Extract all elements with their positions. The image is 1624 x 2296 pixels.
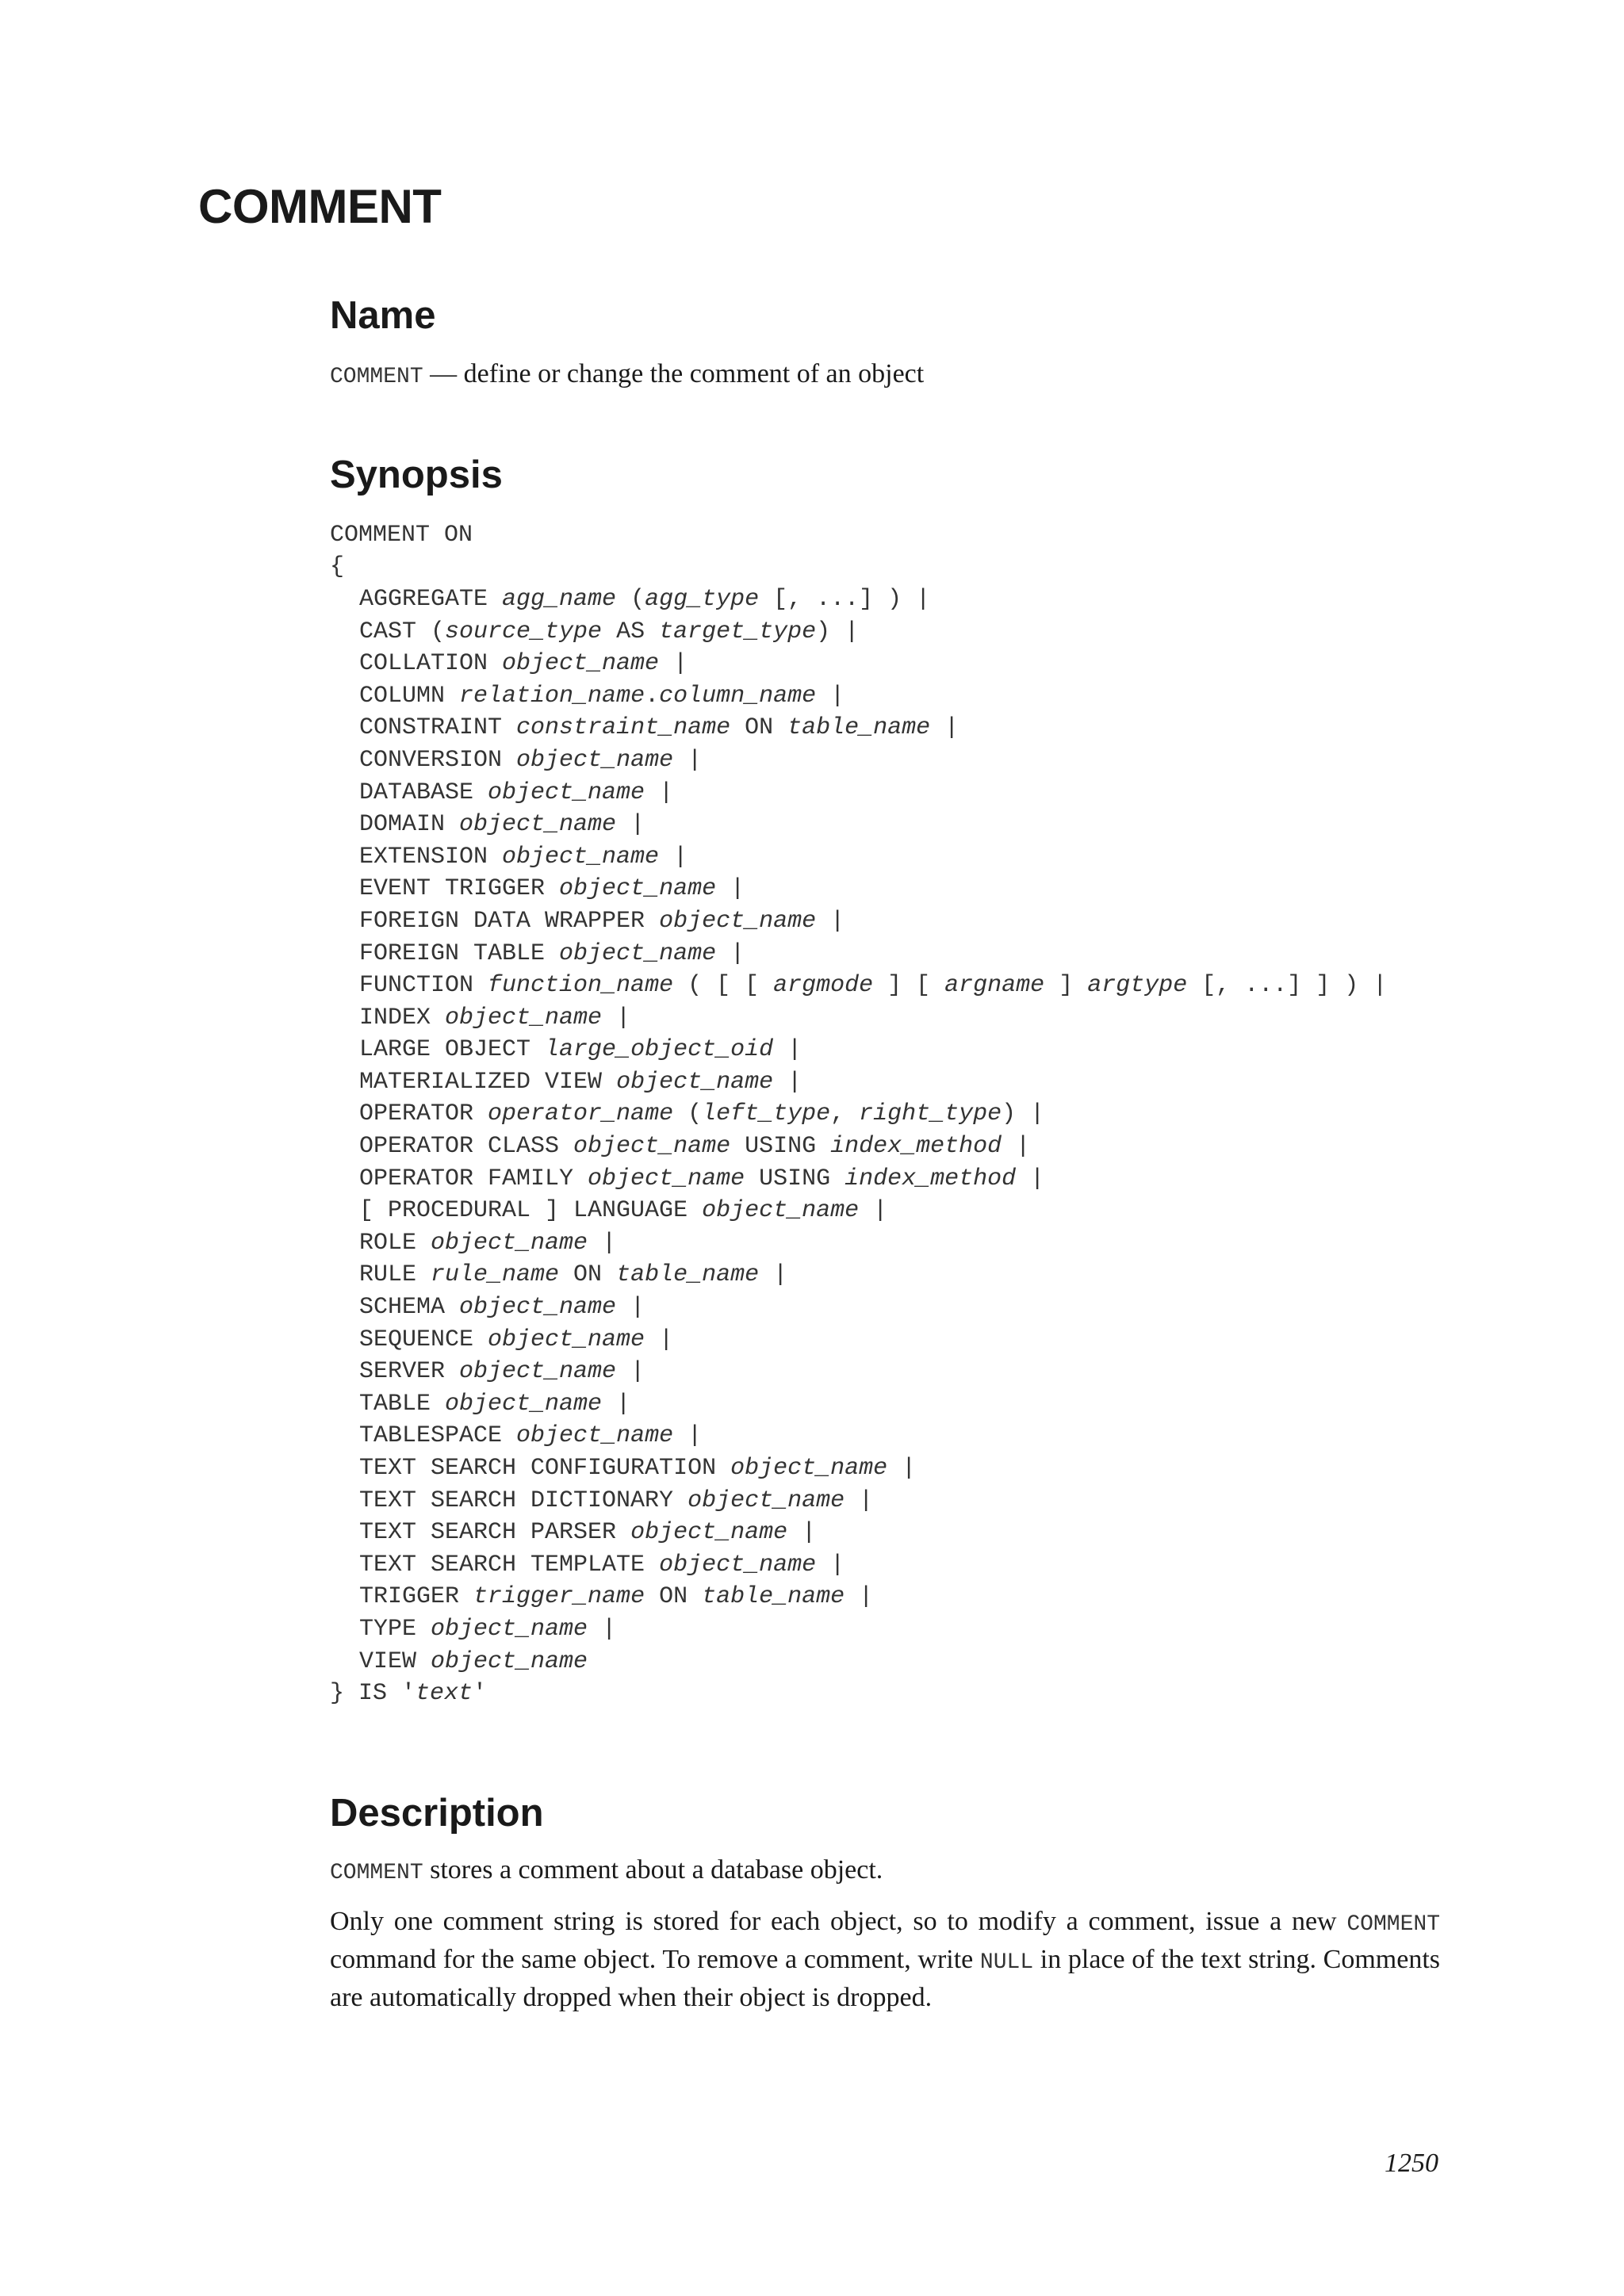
- synopsis-placeholder: table_name: [702, 1583, 845, 1611]
- synopsis-keyword: |: [816, 682, 845, 710]
- synopsis-placeholder: object_name: [702, 1197, 860, 1225]
- page-title: COMMENT: [198, 180, 442, 233]
- synopsis-keyword: |: [887, 1455, 917, 1482]
- synopsis-keyword: SERVER: [359, 1358, 460, 1386]
- synopsis-section-heading: Synopsis: [330, 453, 503, 496]
- synopsis-placeholder: object_name: [630, 1519, 788, 1547]
- synopsis-line: [330, 744, 1440, 777]
- synopsis-keyword: |: [759, 1261, 788, 1289]
- synopsis-line: [330, 648, 1440, 680]
- synopsis-line: [330, 1452, 1440, 1485]
- synopsis-keyword: MATERIALIZED VIEW: [359, 1068, 617, 1096]
- synopsis-keyword: |: [602, 1004, 631, 1031]
- synopsis-keyword: |: [716, 875, 745, 903]
- synopsis-placeholder: column_name: [659, 682, 817, 710]
- synopsis-keyword: COLLATION: [359, 650, 503, 678]
- synopsis-placeholder: object_name: [488, 779, 645, 806]
- synopsis-line: [330, 970, 1440, 1002]
- synopsis-placeholder: index_method: [845, 1165, 1017, 1192]
- synopsis-line: [330, 1388, 1440, 1421]
- synopsis-line: [330, 1066, 1440, 1099]
- synopsis-keyword: TRIGGER: [359, 1583, 474, 1611]
- synopsis-line: [330, 680, 1440, 713]
- synopsis-code-block: [330, 519, 1440, 1710]
- synopsis-placeholder: relation_name: [459, 682, 645, 710]
- synopsis-placeholder: object_name: [488, 1326, 645, 1353]
- synopsis-keyword: {: [330, 553, 345, 581]
- synopsis-line: [330, 584, 1440, 616]
- synopsis-keyword: (: [673, 1100, 703, 1128]
- synopsis-keyword: EVENT TRIGGER: [359, 875, 560, 903]
- synopsis-line: [330, 1227, 1440, 1260]
- synopsis-keyword: |: [773, 1036, 802, 1064]
- synopsis-keyword: |: [659, 843, 688, 871]
- synopsis-keyword: ) |: [1002, 1100, 1045, 1128]
- synopsis-keyword: |: [588, 1229, 617, 1257]
- synopsis-keyword: CONVERSION: [359, 746, 517, 774]
- synopsis-keyword: (: [616, 585, 645, 613]
- synopsis-placeholder: object_name: [559, 939, 717, 967]
- synopsis-keyword: |: [659, 650, 688, 678]
- synopsis-line: [330, 938, 1440, 970]
- description-section-heading: Description: [330, 1791, 544, 1835]
- synopsis-keyword: ) |: [816, 618, 860, 645]
- synopsis-line: [330, 1098, 1440, 1131]
- synopsis-placeholder: object_name: [616, 1068, 774, 1096]
- synopsis-keyword: ]: [1044, 972, 1088, 1000]
- synopsis-keyword: COMMENT ON: [330, 521, 473, 549]
- synopsis-placeholder: agg_name: [502, 585, 617, 613]
- synopsis-placeholder: right_type: [859, 1100, 1002, 1128]
- synopsis-keyword: LARGE OBJECT: [359, 1036, 546, 1064]
- synopsis-keyword: SCHEMA: [359, 1294, 460, 1322]
- synopsis-keyword: |: [816, 907, 845, 935]
- synopsis-keyword: |: [845, 1487, 874, 1514]
- synopsis-line: [330, 1131, 1440, 1163]
- synopsis-line: [330, 873, 1440, 905]
- synopsis-keyword: |: [645, 1326, 674, 1353]
- synopsis-placeholder: object_name: [459, 1294, 617, 1322]
- name-command-code: COMMENT: [330, 364, 423, 389]
- synopsis-keyword: ( [ [: [673, 972, 774, 1000]
- synopsis-line: [330, 905, 1440, 938]
- synopsis-placeholder: argname: [944, 972, 1045, 1000]
- synopsis-keyword: OPERATOR CLASS: [359, 1133, 574, 1161]
- synopsis-placeholder: agg_type: [645, 585, 760, 613]
- synopsis-keyword: [, ...] ) |: [759, 585, 931, 613]
- synopsis-line: [330, 1292, 1440, 1324]
- synopsis-keyword: |: [773, 1068, 802, 1096]
- synopsis-keyword: |: [602, 1390, 631, 1418]
- synopsis-placeholder: object_name: [559, 875, 717, 903]
- name-summary: [330, 357, 1440, 395]
- synopsis-keyword: TEXT SEARCH TEMPLATE: [359, 1551, 660, 1578]
- synopsis-keyword: ON: [559, 1261, 617, 1289]
- synopsis-keyword: |: [787, 1519, 817, 1547]
- synopsis-line: [330, 1034, 1440, 1066]
- synopsis-line: [330, 1195, 1440, 1227]
- synopsis-placeholder: large_object_oid: [545, 1036, 774, 1064]
- synopsis-keyword: AGGREGATE: [359, 585, 503, 613]
- description-text: stores a comment about a database object.: [423, 1854, 883, 1885]
- synopsis-keyword: FUNCTION: [359, 972, 488, 1000]
- synopsis-placeholder: left_type: [702, 1100, 831, 1128]
- synopsis-line: [330, 616, 1440, 649]
- synopsis-placeholder: object_name: [445, 1004, 603, 1031]
- synopsis-line: [330, 1420, 1440, 1452]
- synopsis-keyword: ': [473, 1680, 488, 1708]
- synopsis-placeholder: table_name: [616, 1261, 760, 1289]
- synopsis-keyword: DOMAIN: [359, 811, 460, 839]
- synopsis-keyword: |: [616, 1294, 645, 1322]
- name-summary-text: — define or change the comment of an object: [423, 358, 925, 388]
- synopsis-placeholder: source_type: [445, 618, 603, 645]
- synopsis-placeholder: object_name: [659, 1551, 817, 1578]
- description-text: Only one comment string is stored for each object, so to modify a comment, issue a new: [330, 1906, 1347, 1936]
- synopsis-line: [330, 1324, 1440, 1357]
- synopsis-keyword: OPERATOR FAMILY: [359, 1165, 588, 1192]
- name-section-heading: Name: [330, 294, 436, 337]
- synopsis-placeholder: object_name: [459, 1358, 617, 1386]
- synopsis-placeholder: object_name: [730, 1455, 888, 1482]
- synopsis-keyword: TEXT SEARCH DICTIONARY: [359, 1487, 688, 1514]
- synopsis-line: [330, 1163, 1440, 1196]
- synopsis-keyword: SEQUENCE: [359, 1326, 488, 1353]
- synopsis-line: [330, 1485, 1440, 1517]
- synopsis-placeholder: trigger_name: [473, 1583, 645, 1611]
- synopsis-keyword: |: [645, 779, 674, 806]
- description-code-comment: COMMENT: [1346, 1911, 1440, 1937]
- synopsis-placeholder: argmode: [773, 972, 874, 1000]
- description-code-comment: COMMENT: [330, 1860, 423, 1885]
- synopsis-placeholder: constraint_name: [516, 714, 731, 742]
- synopsis-keyword: ,: [830, 1100, 860, 1128]
- synopsis-line: [330, 551, 1440, 584]
- synopsis-keyword: VIEW: [359, 1647, 431, 1675]
- synopsis-keyword: TABLESPACE: [359, 1422, 517, 1450]
- synopsis-placeholder: object_name: [502, 843, 660, 871]
- synopsis-keyword: |: [816, 1551, 845, 1578]
- synopsis-keyword: [, ...] ] ) |: [1187, 972, 1388, 1000]
- synopsis-line: [330, 1646, 1440, 1678]
- synopsis-line: [330, 841, 1440, 874]
- synopsis-keyword: |: [1002, 1133, 1031, 1161]
- synopsis-keyword: ON: [730, 714, 788, 742]
- synopsis-placeholder: object_name: [516, 1422, 674, 1450]
- synopsis-keyword: |: [616, 1358, 645, 1386]
- synopsis-keyword: |: [845, 1583, 874, 1611]
- synopsis-keyword: RULE: [359, 1261, 431, 1289]
- synopsis-keyword: |: [716, 939, 745, 967]
- synopsis-placeholder: object_name: [445, 1390, 603, 1418]
- synopsis-placeholder: function_name: [488, 972, 674, 1000]
- synopsis-placeholder: index_method: [830, 1133, 1002, 1161]
- synopsis-line: [330, 1517, 1440, 1549]
- synopsis-line: [330, 1259, 1440, 1292]
- synopsis-keyword: INDEX: [359, 1004, 446, 1031]
- synopsis-placeholder: object_name: [459, 811, 617, 839]
- synopsis-line: [330, 1356, 1440, 1388]
- synopsis-placeholder: object_name: [431, 1647, 588, 1675]
- description-paragraph-1: [330, 1853, 1440, 1891]
- synopsis-line: [330, 1678, 1440, 1710]
- synopsis-keyword: ] [: [873, 972, 945, 1000]
- description-text: command for the same object. To remove a comment, write: [330, 1944, 980, 1974]
- synopsis-keyword: |: [673, 1422, 703, 1450]
- page-number: 1250: [1385, 2149, 1438, 2178]
- synopsis-line: [330, 712, 1440, 744]
- synopsis-keyword: CAST (: [359, 618, 446, 645]
- synopsis-line: [330, 809, 1440, 841]
- synopsis-keyword: TABLE: [359, 1390, 446, 1418]
- synopsis-line: [330, 519, 1440, 552]
- reference-content: [330, 295, 1440, 2015]
- synopsis-keyword: EXTENSION: [359, 843, 503, 871]
- synopsis-keyword: USING: [745, 1165, 845, 1192]
- synopsis-placeholder: rule_name: [431, 1261, 560, 1289]
- synopsis-line: [330, 1613, 1440, 1646]
- synopsis-line: [330, 1549, 1440, 1582]
- synopsis-keyword: |: [930, 714, 959, 742]
- synopsis-line: [330, 1581, 1440, 1613]
- description-code-null: NULL: [979, 1950, 1034, 1975]
- synopsis-placeholder: object_name: [431, 1229, 588, 1257]
- synopsis-keyword: |: [1016, 1165, 1045, 1192]
- synopsis-keyword: |: [616, 811, 645, 839]
- synopsis-keyword: CONSTRAINT: [359, 714, 517, 742]
- synopsis-keyword: FOREIGN TABLE: [359, 939, 560, 967]
- synopsis-keyword: |: [673, 746, 703, 774]
- description-paragraph-2: [330, 1904, 1440, 2015]
- synopsis-placeholder: argtype: [1087, 972, 1188, 1000]
- synopsis-placeholder: object_name: [588, 1165, 745, 1192]
- synopsis-keyword: OPERATOR: [359, 1100, 488, 1128]
- description-text: in place of the text string. Comments are automatically dropped when their object is dropped.: [330, 1944, 1441, 2012]
- synopsis-keyword: TEXT SEARCH CONFIGURATION: [359, 1455, 731, 1482]
- synopsis-keyword: } IS ': [330, 1680, 416, 1708]
- synopsis-keyword: FOREIGN DATA WRAPPER: [359, 907, 660, 935]
- synopsis-placeholder: object_name: [573, 1133, 731, 1161]
- synopsis-keyword: DATABASE: [359, 779, 488, 806]
- synopsis-placeholder: object_name: [659, 907, 817, 935]
- synopsis-placeholder: text: [416, 1680, 473, 1708]
- synopsis-keyword: ON: [645, 1583, 703, 1611]
- synopsis-keyword: COLUMN: [359, 682, 460, 710]
- synopsis-placeholder: object_name: [688, 1487, 845, 1514]
- synopsis-placeholder: target_type: [659, 618, 817, 645]
- synopsis-placeholder: object_name: [502, 650, 660, 678]
- synopsis-keyword: TEXT SEARCH PARSER: [359, 1519, 631, 1547]
- synopsis-keyword: |: [859, 1197, 888, 1225]
- synopsis-keyword: .: [645, 682, 660, 710]
- synopsis-keyword: USING: [730, 1133, 831, 1161]
- synopsis-placeholder: table_name: [787, 714, 931, 742]
- synopsis-placeholder: operator_name: [488, 1100, 674, 1128]
- synopsis-keyword: |: [588, 1615, 617, 1643]
- synopsis-keyword: TYPE: [359, 1615, 431, 1643]
- synopsis-placeholder: object_name: [516, 746, 674, 774]
- synopsis-keyword: ROLE: [359, 1229, 431, 1257]
- synopsis-keyword: [ PROCEDURAL ] LANGUAGE: [359, 1197, 703, 1225]
- synopsis-keyword: AS: [602, 618, 660, 645]
- synopsis-line: [330, 1002, 1440, 1035]
- synopsis-placeholder: object_name: [431, 1615, 588, 1643]
- synopsis-line: [330, 777, 1440, 809]
